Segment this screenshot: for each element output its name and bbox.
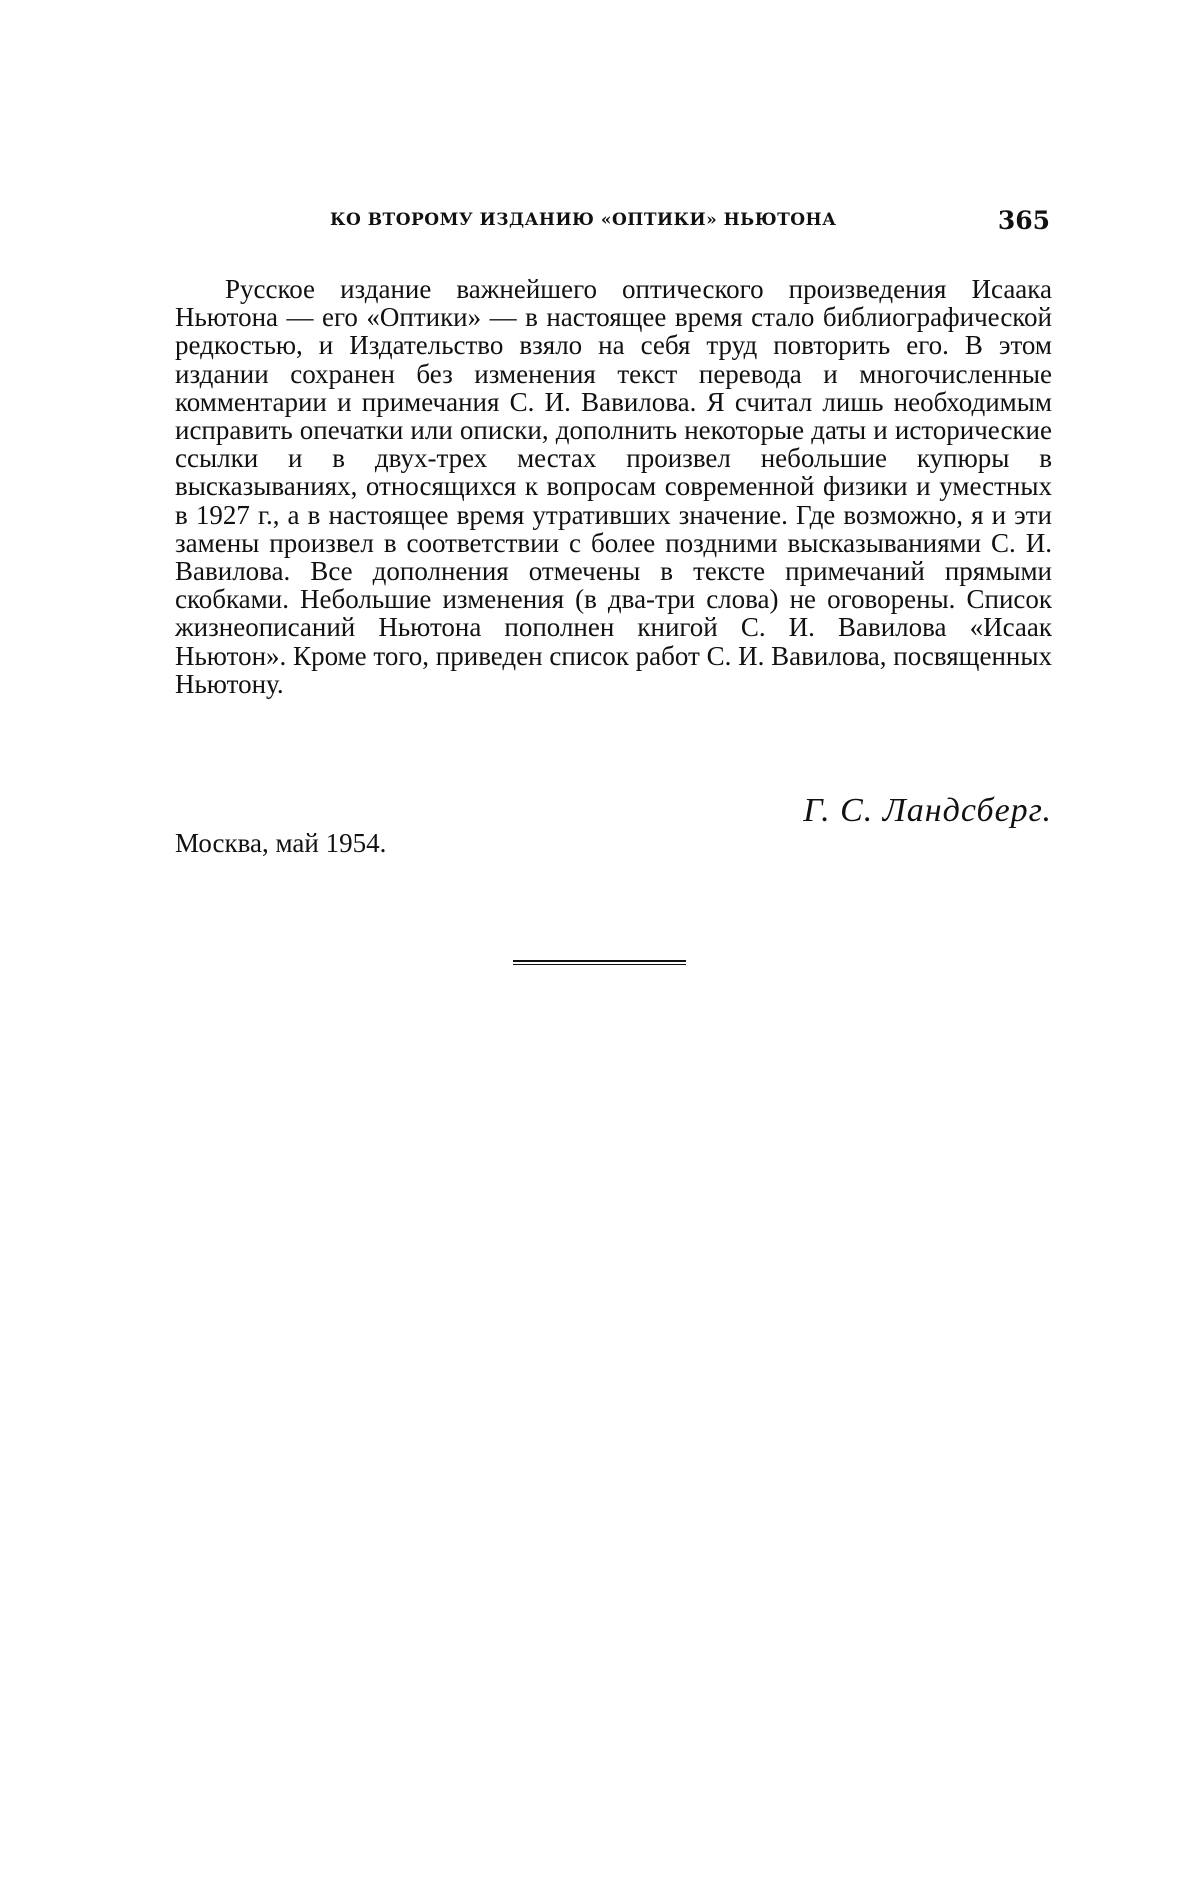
- author-signature: Г. С. Ландсберг.: [803, 792, 1052, 829]
- running-title: КО ВТОРОМУ ИЗДАНИЮ «ОПТИКИ» НЬЮТОНА: [330, 210, 837, 230]
- page-number: 365: [997, 206, 1050, 235]
- paragraph: Русское издание важнейшего оптического произведения Исаака Ньютона — его «Оптики» — в настоящее время стало библиографической редкостью, и Издательство взяло на себя труд повторить его. В этом издании сохранен без изменения текст перевода и многочисленные комментарии и примечания С. И. Вавилова. Я считал лишь необходимым исправить опечатки или описки, дополнить некоторые даты и исторические ссылки и в двух-трех местах произвел небольшие купюры в высказываниях, относящихся к вопросам современной физики и уместных в 1927 г., а в настоящее время утративших значение. Где возможно, я и эти замены произвел в соответствии с более поздними высказываниями С. И. Вавилова. Все дополнения отмечены в тексте примечаний прямыми скобками. Небольшие изменения (в два-три слова) не оговорены. Список жизнеописаний Ньютона пополнен книгой С. И. Вавилова «Исаак Ньютон». Кроме того, приведен список работ С. И. Вавилова, посвященных Ньютону.: [175, 274, 1052, 699]
- running-header: [330, 206, 1050, 240]
- body-text: [175, 275, 1052, 698]
- place-date: Москва, май 1954.: [175, 828, 387, 858]
- section-divider: [513, 960, 686, 962]
